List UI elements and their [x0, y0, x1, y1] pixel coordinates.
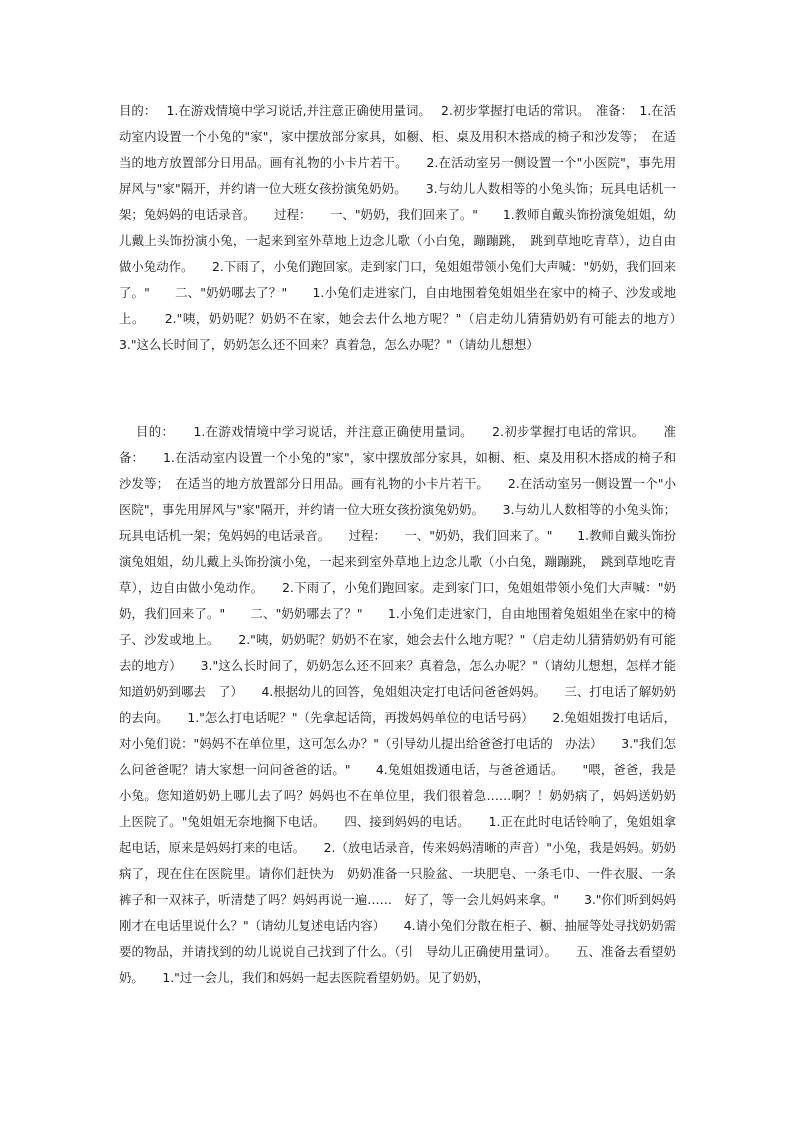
- lesson-plan-section-2: [119, 419, 676, 991]
- lesson-plan-section-1: [119, 98, 701, 358]
- lesson-plan-paragraph-1: 目的： 1.在游戏情境中学习说话,并注意正确使用量词。 2.初步掌握打电话的常识。 准备： 1.在活动室内设置一个小兔的"家"，家中摆放部分家具，如橱、柜、桌及用积木搭成的椅子和沙发等； 在适当的地方放置部分日用品。画有礼物的小卡片若干。 2.在活动室另一侧设置一个"小医院"，事先用屏风与"家"隔开，并约请一位大班女孩扮演兔奶奶。 3.与幼儿人数相等的小兔头饰；玩具电话机一架；兔妈妈的电话录音。 过程： 一、"奶奶，我们回来了。" 1.教师自戴头饰扮演兔姐姐，幼儿戴上头饰扮演小兔，一起来到室外草地上边念儿歌（小白兔，蹦蹦跳， 跳到草地吃青草），边自由做小兔动作。 2.下雨了，小兔们跑回家。走到家门口，兔姐姐带领小兔们大声喊："奶奶，我们回来了。" 二、"奶奶哪去了？" 1.小兔们走进家门，自由地围着兔姐姐坐在家中的椅子、沙发或地上。 2."咦，奶奶呢？奶奶不在家，她会去什么地方呢？"（启走幼儿猜猜奶奶有可能去的地方） 3."这么长时间了，奶奶怎么还不回来？真着急，怎么办呢？"（请幼儿想想）: [119, 103, 701, 352]
- lesson-plan-paragraph-2: 目的： 1.在游戏情境中学习说话，并注意正确使用量词。 2.初步掌握打电话的常识。 准备： 1.在活动室内设置一个小兔的"家"，家中摆放部分家具，如橱、柜、桌及用积木搭成的椅子和沙发等； 在适当的地方放置部分日用品。画有礼物的小卡片若干。 2.在活动室另一侧设置一个"小医院"，事先用屏风与"家"隔开，并约请一位大班女孩扮演兔奶奶。 3.与幼儿人数相等的小兔头饰；玩具电话机一架；兔妈妈的电话录音。 过程： 一、"奶奶，我们回来了。" 1.教师自戴头饰扮演兔姐姐，幼儿戴上头饰扮演小兔，一起来到室外草地上边念儿歌（小白兔，蹦蹦跳， 跳到草地吃青草），边自由做小兔动作。 2.下雨了，小兔们跑回家。走到家门口，兔姐姐带领小兔们大声喊："奶奶，我们回来了。" 二、"奶奶哪去了？" 1.小兔们走进家门，自由地围着兔姐姐坐在家中的椅子、沙发或地上。 2."咦，奶奶呢？奶奶不在家，她会去什么地方呢？"（启走幼儿猜猜奶奶有可能去的地方） 3."这么长时间了，奶奶怎么还不回来？真着急，怎么办呢？"（请幼儿想想，怎样才能知道奶奶到哪去 了） 4.根据幼儿的回答，兔姐姐决定打电话问爸爸妈妈。 三、打电话了解奶奶的去向。 1."怎么打电话呢？"（先拿起话筒，再拨妈妈单位的电话号码） 2.兔姐姐拨打电话后，对小兔们说："妈妈不在单位里，这可怎么办？"（引导幼儿提出给爸爸打电话的 办法） 3."我们怎么问爸爸呢？请大家想一问问爸爸的话。" 4.兔姐姐拨通电话，与爸爸通话。 "喂，爸爸，我是小兔。您知道奶奶上哪儿去了吗？妈妈也不在单位里，我们很着急……啊？！奶奶病了，妈妈送奶奶上医院了。"兔姐姐无奈地搁下电话。 四、接到妈妈的电话。 1.正在此时电话铃响了，兔姐姐拿起电话，原来是妈妈打来的电话。 2.（放电话录音，传来妈妈清晰的声音）"小兔，我是妈妈。奶奶病了，现在住在医院里。请你们赶快为 奶奶准备一只脸盆、一块肥皂、一条毛巾、一件衣服、一条裤子和一双袜子，听清楚了吗？妈妈再说一遍…… 好了，等一会儿妈妈来拿。" 3."你们听到妈妈刚才在电话里说什么？"（请幼儿复述电话内容） 4.请小兔们分散在柜子、橱、抽屉等处寻找奶奶需要的物品，并请找到的幼儿说说自己找到了什么。（引 导幼儿正确使用量词）。 五、准备去看望奶奶。 1."过一会儿，我们和妈妈一起去医院看望奶奶。见了奶奶，: [119, 424, 676, 985]
